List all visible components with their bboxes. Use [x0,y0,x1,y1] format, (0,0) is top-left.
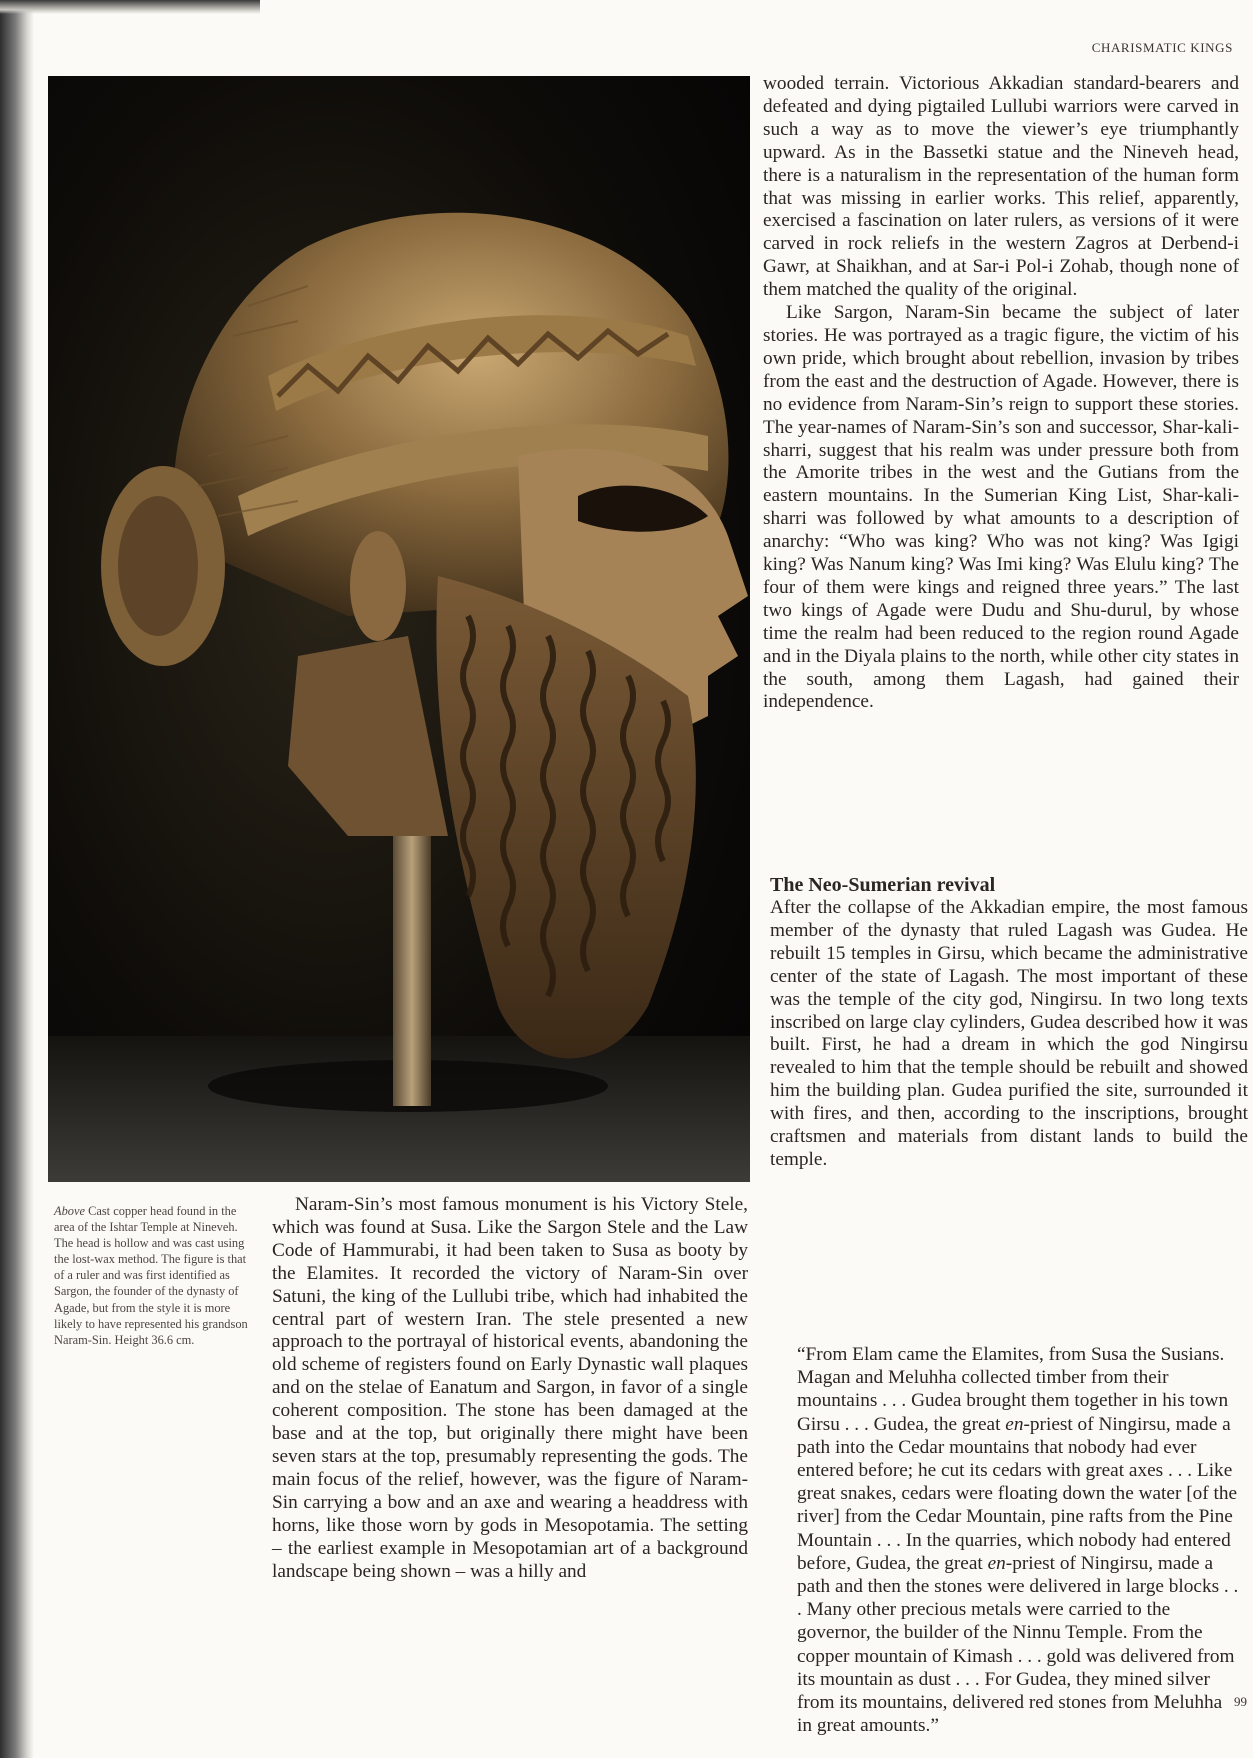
paragraph: wooded terrain. Victorious Akkadian standard-bearers and defeated and dying pigtailed Lullubi warriors were carved in such a way as to move the viewer’s eye triumphantly upward. As in the Bassetki statue and the Nineveh head, there is a naturalism in the representation of the human form that was missing in earlier works. This relief, apparently, exercised a fascination on later rulers, as versions of it were carved in rock reliefs in the western Zagros at Derbend-i Gawr, at Shaikhan, and at Sar-i Pol-i Zohab, though none of them matched the quality of the original. [763,73,1239,301]
copper-head-photo [48,76,750,1182]
caption-lead: Above [54,1204,85,1218]
quote-text: -priest of Ningirsu, made a path and then the stones were delivered in large blocks . . . Many other precious metals were carried to the governor, the builder of the Ninnu Temple. From the copper mountain of Kimash . . . gold was delivered from its mountain as dust . . . For Gudea, they mined silver from its mountains, delivered red stones from Meluhha in great amounts.” [797,1552,1239,1737]
right-column-section [770,874,1248,1172]
block-quote [797,1343,1241,1737]
quote-italic: en [987,1552,1006,1574]
right-column-top [763,73,1239,714]
figure-caption [54,1203,254,1348]
section-heading: The Neo-Sumerian revival [770,874,996,896]
paragraph: Like Sargon, Naram-Sin became the subject of later stories. He was portrayed as a tragic figure, the victim of his own pride, which brought about rebellion, invasion by tribes from the east and the destruction of Agade. However, there is no evidence from Naram-Sin’s reign to support these stories. The year-names of Naram-Sin’s son and successor, Shar-kali-sharri, suggest that his realm was under pressure both from the Amorite tribes in the west and the Gutians from the eastern mountains. In the Sumerian King List, Shar-kali-sharri was followed by what amounts to a description of anarchy: “Who was king? Who was not king? Was Igigi king? Was Nanum king? Was Imi king? Was Elulu king? The four of them were kings and reigned three years.” The last two kings of Agade were Dudu and Shu-durul, by whose time the realm had been reduced to the region round Agade and in the Diyala plains to the north, while other city states in the south, among them Lagash, had gained their independence. [763,302,1239,713]
binding-gutter-shadow [0,0,34,1758]
quote-italic: en [1005,1413,1024,1435]
running-head: CHARISMATIC KINGS [1091,40,1233,55]
page-edge-shadow [0,0,260,14]
quote-text: -priest of Ningirsu, made a path into the Cedar mountains that nobody had ever entered before; he cut its cedars with great axes . . . Like great snakes, cedars were floating down the water [of the river] from the Cedar Mountain, pine rafts from the Pine Mountain . . . In the quarries, which nobody had entered before, Gudea, the great [797,1413,1238,1574]
paragraph: After the collapse of the Akkadian empire, the most famous member of the dynasty that ruled Lagash was Gudea. He rebuilt 15 temples in Girsu, which became the administrative center of the state of Lagash. The most important of these was the temple of the city god, Ningirsu. In two long texts inscribed on large clay cylinders, Gudea described how it was built. First, he had a dream in which the god Ningirsu revealed to him that the temple should be rebuilt and showed him the building plan. Gudea purified the site, surrounded it with fires, and then, according to the inscriptions, brought craftsmen and materials from distant lands to build the temple. [770,897,1248,1170]
page-number: 99 [1234,1694,1247,1709]
paragraph: Naram-Sin’s most famous monument is his Victory Stele, which was found at Susa. Like the Sargon Stele and the Law Code of Hammurabi, it had been taken to Susa as booty by the Elamites. It recorded the victory of Naram-Sin over Satuni, the king of the Lullubi tribe, which had inhabited the central part of western Iran. The stele presented a new approach to the portrayal of historical events, abandoning the old scheme of registers found on Early Dynastic wall plaques and on the stelae of Eanatum and Sargon, in favor of a single coherent composition. The stone has been damaged at the base and at the top, but originally there might have been seven stars at the top, presumably representing the gods. The main focus of the relief, however, was the figure of Naram-Sin carrying a bow and an axe and wearing a headdress with horns, like those worn by gods in Mesopotamia. The setting – the earliest example in Mesopotamian art of a background landscape being shown – was a hilly and [272,1194,748,1582]
quote-text: “From Elam came the Elamites, from Susa the Susians. Magan and Meluhha collected timber from their mountains . . . Gudea brought them together in his town Girsu . . . Gudea, the great [797,1344,1229,1435]
caption-text: Cast copper head found in the area of the Ishtar Temple at Nineveh. The head is hollow and was cast using the lost-wax method. The figure is that of a ruler and was first identified as Sargon, the founder of the dynasty of Agade, but from the style it is more likely to have represented his grandson Naram-Sin. Height 36.6 cm. [54,1204,248,1347]
middle-column [272,1194,748,1583]
copper-head-icon [48,76,750,1182]
